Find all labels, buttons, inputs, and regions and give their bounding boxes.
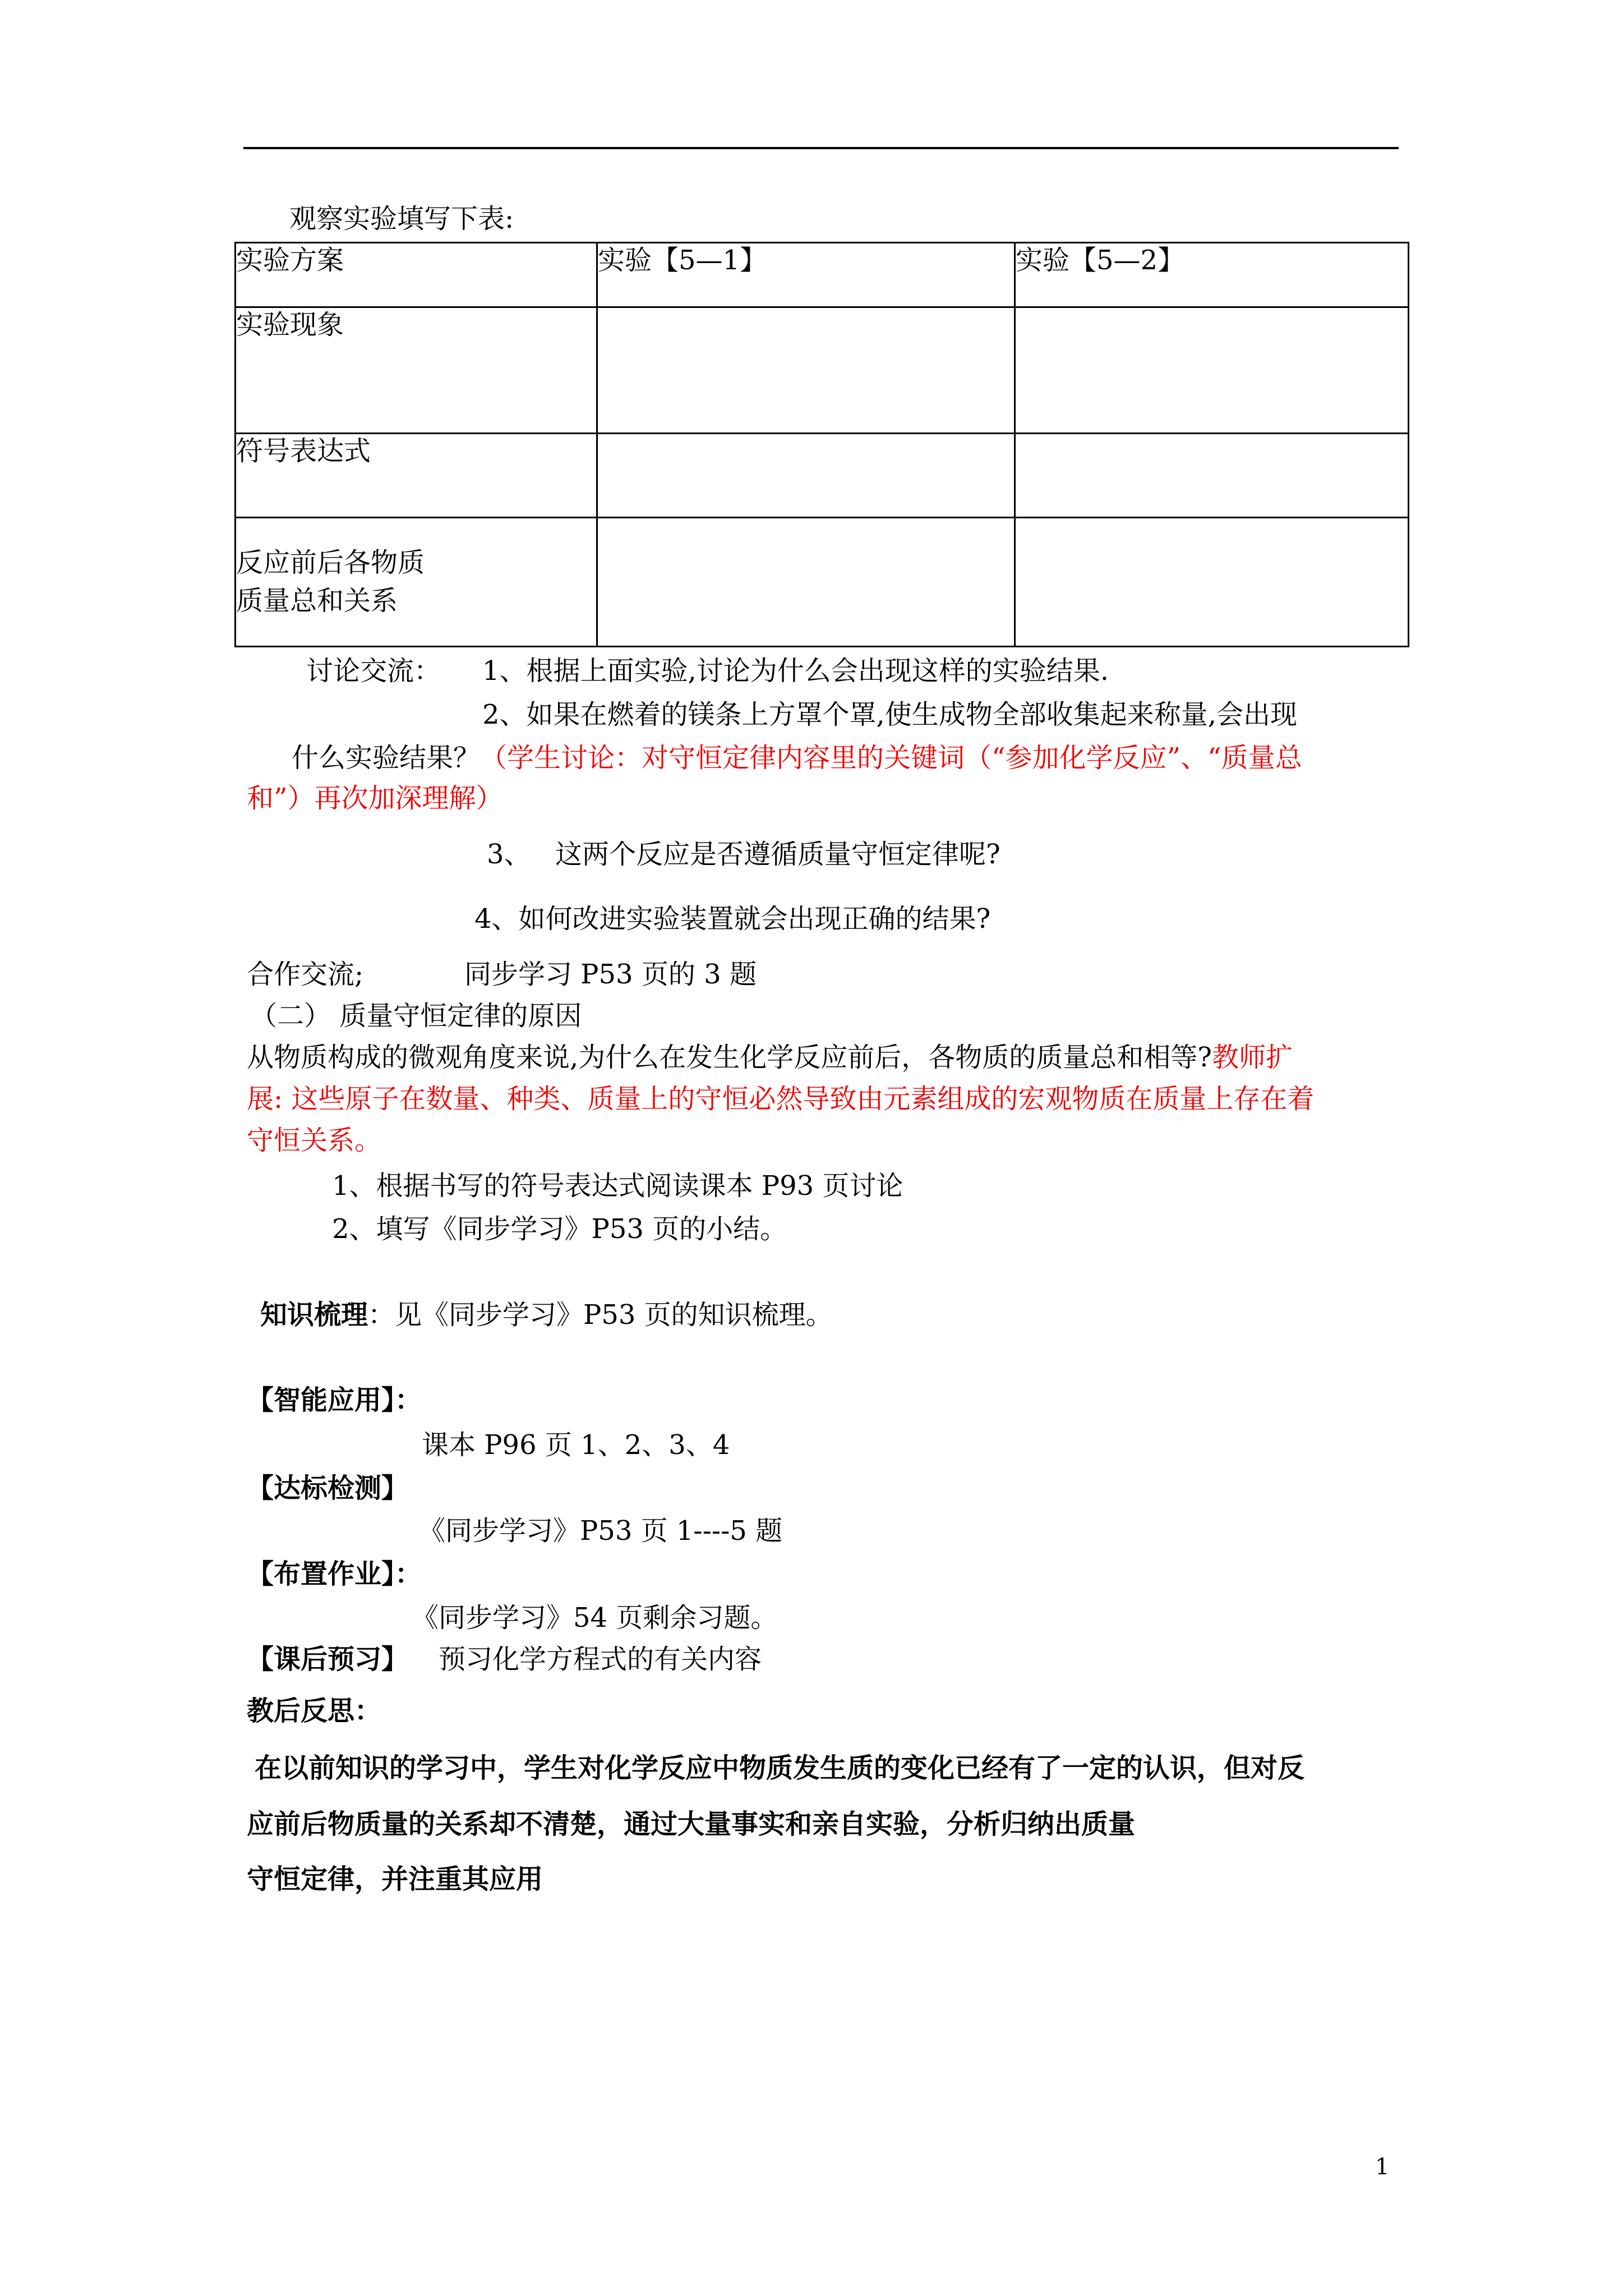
discussion-q1: 1、根据上面实验,讨论为什么会出现这样的实验结果. — [482, 655, 1109, 687]
section2-para-red-line3: 守恒关系。 — [247, 1125, 382, 1156]
table-row — [236, 518, 1409, 647]
discussion-q4: 4、如何改进实验装置就会出现正确的结果? — [474, 903, 991, 935]
reflection-label: 教后反思： — [247, 1695, 382, 1727]
section2-title: （二） 质量守恒定律的原因 — [250, 1000, 582, 1032]
table-cell-empty — [1015, 307, 1409, 434]
smart-app-text: 课本 P96 页 1、2、3、4 — [422, 1429, 730, 1461]
table-cell-empty — [1015, 434, 1409, 518]
knowledge-label: 知识梳理 — [260, 1299, 368, 1331]
smart-app-label: 【智能应用】： — [247, 1384, 422, 1416]
section2-para-text: 从物质构成的微观角度来说,为什么在发生化学反应前后，各物质的质量总和相等? — [247, 1042, 1212, 1073]
row-label-expression: 符号表达式 — [236, 434, 597, 518]
intro-text: 观察实验填写下表: — [289, 203, 514, 234]
discussion-q2-line1: 2、如果在燃着的镁条上方罩个罩,使生成物全部收集起来称量,会出现 — [482, 699, 1298, 730]
section2-para-line1 — [247, 1041, 1293, 1074]
row-label-line: 质量总和关系 — [236, 585, 398, 616]
preview-label: 【课后预习】 — [247, 1644, 409, 1675]
discussion-q2-note-line2: 和”）再次加深理解） — [247, 783, 503, 814]
table-header-row — [236, 243, 1409, 307]
knowledge-line — [260, 1298, 833, 1332]
discussion-q3-text: 这两个反应是否遵循质量守恒定律呢? — [555, 839, 1000, 870]
discussion-q2-line2 — [292, 741, 1302, 775]
discussion-label: 讨论交流： — [306, 655, 441, 687]
cooperation-text: 同步学习 P53 页的 3 题 — [464, 959, 757, 990]
cooperation-label: 合作交流; — [247, 959, 364, 990]
discussion-q3-num: 3、 — [487, 839, 531, 870]
check-label: 【达标检测】 — [247, 1473, 409, 1504]
homework-label: 【布置作业】： — [247, 1558, 422, 1590]
knowledge-text: ：见《同步学习》P53 页的知识梳理。 — [368, 1299, 833, 1331]
section2-para-red: 教师扩 — [1212, 1042, 1293, 1073]
header-rule — [243, 147, 1399, 149]
table-header-cell: 实验【5—1】 — [597, 243, 1015, 307]
table-row — [236, 434, 1409, 518]
table-cell-empty — [597, 518, 1015, 647]
section2-item2: 2、填写《同步学习》P53 页的小结。 — [332, 1213, 787, 1245]
table-cell-empty — [1015, 518, 1409, 647]
section2-para-red-line2: 展: 这些原子在数量、种类、质量上的守恒必然导致由元素组成的宏观物质在质量上存在着 — [247, 1083, 1315, 1115]
check-text: 《同步学习》P53 页 1----5 题 — [418, 1515, 783, 1547]
page-number: 1 — [1375, 2154, 1390, 2180]
reflection-line1: 在以前知识的学习中，学生对化学反应中物质发生质的变化已经有了一定的认识，但对反 — [255, 1752, 1305, 1784]
reflection-line3: 守恒定律，并注重其应用 — [247, 1864, 543, 1895]
discussion-q2-note: （学生讨论：对守恒定律内容里的关键词（“参加化学反应”、“质量总 — [480, 742, 1302, 774]
row-label-phenomenon: 实验现象 — [236, 307, 597, 434]
table-row — [236, 307, 1409, 434]
table-header-cell: 实验【5—2】 — [1015, 243, 1409, 307]
table-cell-empty — [597, 434, 1015, 518]
section2-item1: 1、根据书写的符号表达式阅读课本 P93 页讨论 — [332, 1170, 903, 1202]
table-header-cell: 实验方案 — [236, 243, 597, 307]
table-cell-empty — [597, 307, 1015, 434]
row-label-mass-relation — [236, 518, 597, 647]
reflection-line2: 应前后物质量的关系却不清楚，通过大量事实和亲自实验，分析归纳出质量 — [247, 1809, 1136, 1840]
row-label-line: 反应前后各物质 — [236, 547, 425, 578]
observation-table — [234, 242, 1409, 647]
homework-text: 《同步学习》54 页剩余习题。 — [412, 1602, 778, 1634]
discussion-q2-question: 什么实验结果？ — [292, 742, 481, 774]
preview-text: 预习化学方程式的有关内容 — [439, 1644, 762, 1675]
